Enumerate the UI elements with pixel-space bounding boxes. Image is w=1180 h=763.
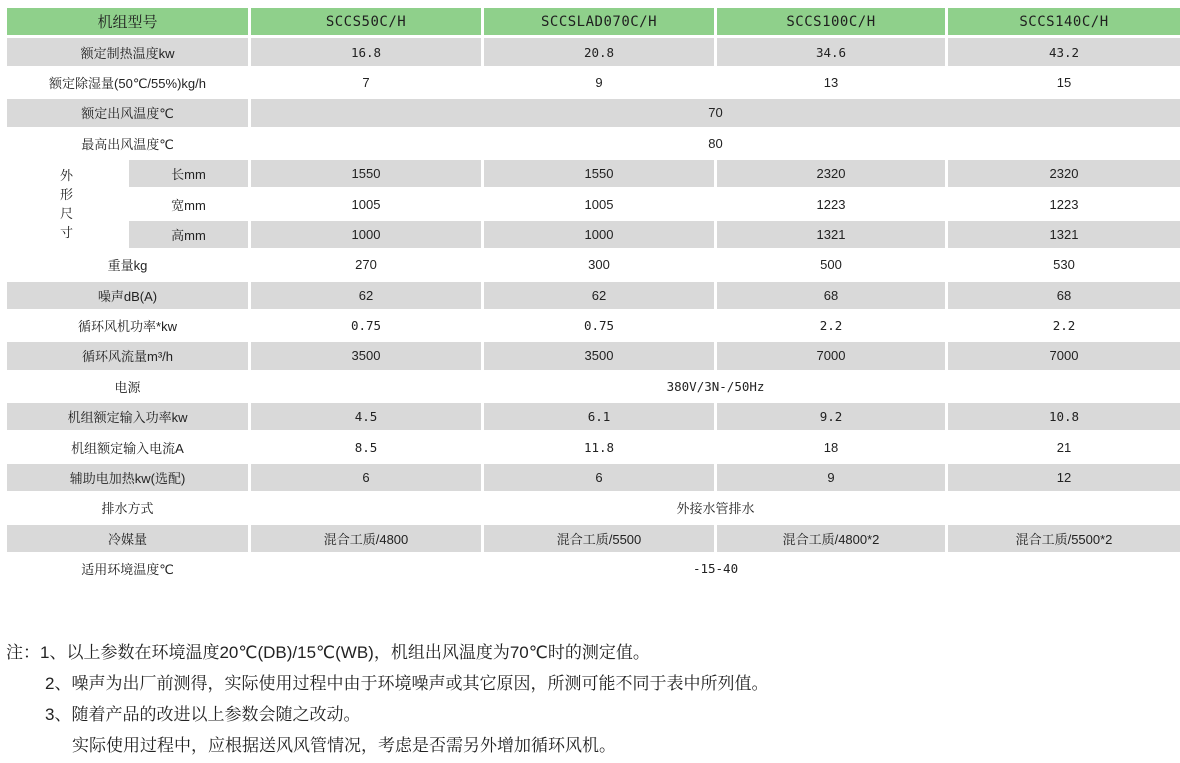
dimensions-group-label xyxy=(7,160,126,248)
cell-value: 18 xyxy=(717,433,945,460)
cell-value: 6.1 xyxy=(484,403,714,430)
cell-value: 2.2 xyxy=(948,312,1180,339)
group-char: 寸 xyxy=(59,225,73,241)
table-row xyxy=(7,221,1180,248)
cell-value: 1000 xyxy=(251,221,481,248)
cell-value: 530 xyxy=(948,251,1180,278)
note-line: 注：1、以上参数在环境温度20℃(DB)/15℃(WB)，机组出风温度为70℃时的测定值。 xyxy=(6,643,650,662)
cell-value: 12 xyxy=(948,464,1180,491)
cell-value: 混合工质/4800*2 xyxy=(717,525,945,552)
table-row xyxy=(7,38,1180,65)
row-label: 循环风机功率*kw xyxy=(7,312,248,339)
row-label: 最高出风温度℃ xyxy=(7,130,248,157)
cell-value: 1005 xyxy=(251,190,481,217)
row-label: 额定出风温度℃ xyxy=(7,99,248,126)
table-row xyxy=(7,342,1180,369)
row-label: 循环风流量m³/h xyxy=(7,342,248,369)
row-label: 高mm xyxy=(129,221,248,248)
table-header-row xyxy=(7,8,1180,35)
cell-value: 2320 xyxy=(948,160,1180,187)
table-row xyxy=(7,282,1180,309)
table-row xyxy=(7,160,1180,187)
cell-value: 1005 xyxy=(484,190,714,217)
table-row xyxy=(7,312,1180,339)
cell-value: 2.2 xyxy=(717,312,945,339)
table-row xyxy=(7,130,1180,157)
table-row xyxy=(7,190,1180,217)
cell-value: 21 xyxy=(948,433,1180,460)
table-row xyxy=(7,525,1180,552)
cell-value: 270 xyxy=(251,251,481,278)
note-line: 2、噪声为出厂前测得，实际使用过程中由于环境噪声或其它原因，所测可能不同于表中所列值。 xyxy=(45,674,769,693)
row-label: 适用环境温度℃ xyxy=(7,555,248,582)
row-label: 辅助电加热kw(选配) xyxy=(7,464,248,491)
model-header: SCCS140C/H xyxy=(948,8,1180,35)
cell-value: 混合工质/5500*2 xyxy=(948,525,1180,552)
cell-value: 混合工质/5500 xyxy=(484,525,714,552)
cell-value: 7000 xyxy=(948,342,1180,369)
cell-value: 68 xyxy=(717,282,945,309)
cell-value: 1321 xyxy=(717,221,945,248)
note-line: 实际使用过程中，应根据送风风管情况，考虑是否需另外增加循环风机。 xyxy=(72,736,616,755)
cell-value: 11.8 xyxy=(484,433,714,460)
cell-value: 62 xyxy=(251,282,481,309)
merged-value: 80 xyxy=(251,130,1180,157)
merged-value: 380V/3N-/50Hz xyxy=(251,373,1180,400)
spec-table xyxy=(4,5,1180,585)
cell-value: 15 xyxy=(948,69,1180,96)
group-char: 外 xyxy=(59,168,73,184)
cell-value: 1550 xyxy=(251,160,481,187)
dimensions-group-text xyxy=(7,166,126,242)
cell-value: 9.2 xyxy=(717,403,945,430)
cell-value: 300 xyxy=(484,251,714,278)
cell-value: 0.75 xyxy=(251,312,481,339)
header-label: 机组型号 xyxy=(7,8,248,35)
row-label: 噪声dB(A) xyxy=(7,282,248,309)
cell-value: 13 xyxy=(717,69,945,96)
cell-value: 34.6 xyxy=(717,38,945,65)
row-label: 机组额定输入功率kw xyxy=(7,403,248,430)
cell-value: 1000 xyxy=(484,221,714,248)
cell-value: 7 xyxy=(251,69,481,96)
row-label: 电源 xyxy=(7,373,248,400)
row-label: 排水方式 xyxy=(7,494,248,521)
table-row xyxy=(7,433,1180,460)
cell-value: 62 xyxy=(484,282,714,309)
cell-value: 9 xyxy=(484,69,714,96)
cell-value: 20.8 xyxy=(484,38,714,65)
cell-value: 68 xyxy=(948,282,1180,309)
row-label: 额定制热温度kw xyxy=(7,38,248,65)
cell-value: 1550 xyxy=(484,160,714,187)
cell-value: 1321 xyxy=(948,221,1180,248)
group-char: 尺 xyxy=(59,206,73,222)
table-row xyxy=(7,373,1180,400)
cell-value: 1223 xyxy=(717,190,945,217)
row-label: 机组额定输入电流A xyxy=(7,433,248,460)
table-row xyxy=(7,69,1180,96)
cell-value: 0.75 xyxy=(484,312,714,339)
model-header: SCCS100C/H xyxy=(717,8,945,35)
model-header: SCCS50C/H xyxy=(251,8,481,35)
cell-value: 4.5 xyxy=(251,403,481,430)
cell-value: 6 xyxy=(251,464,481,491)
model-header: SCCSLAD070C/H xyxy=(484,8,714,35)
table-row xyxy=(7,403,1180,430)
row-label: 长mm xyxy=(129,160,248,187)
table-row xyxy=(7,555,1180,582)
row-label: 额定除湿量(50℃/55%)kg/h xyxy=(7,69,248,96)
cell-value: 8.5 xyxy=(251,433,481,460)
cell-value: 43.2 xyxy=(948,38,1180,65)
cell-value: 16.8 xyxy=(251,38,481,65)
cell-value: 7000 xyxy=(717,342,945,369)
group-char: 形 xyxy=(59,187,73,203)
table-row xyxy=(7,494,1180,521)
row-label: 宽mm xyxy=(129,190,248,217)
row-label: 重量kg xyxy=(7,251,248,278)
merged-value: -15-40 xyxy=(251,555,1180,582)
merged-value: 外接水管排水 xyxy=(251,494,1180,521)
cell-value: 混合工质/4800 xyxy=(251,525,481,552)
table-row xyxy=(7,464,1180,491)
row-label: 冷媒量 xyxy=(7,525,248,552)
cell-value: 10.8 xyxy=(948,403,1180,430)
cell-value: 500 xyxy=(717,251,945,278)
cell-value: 2320 xyxy=(717,160,945,187)
cell-value: 3500 xyxy=(251,342,481,369)
table-row xyxy=(7,99,1180,126)
note-line: 3、随着产品的改进以上参数会随之改动。 xyxy=(45,705,361,724)
cell-value: 6 xyxy=(484,464,714,491)
merged-value: 70 xyxy=(251,99,1180,126)
cell-value: 9 xyxy=(717,464,945,491)
notes-section xyxy=(6,637,768,761)
cell-value: 3500 xyxy=(484,342,714,369)
cell-value: 1223 xyxy=(948,190,1180,217)
table-row xyxy=(7,251,1180,278)
